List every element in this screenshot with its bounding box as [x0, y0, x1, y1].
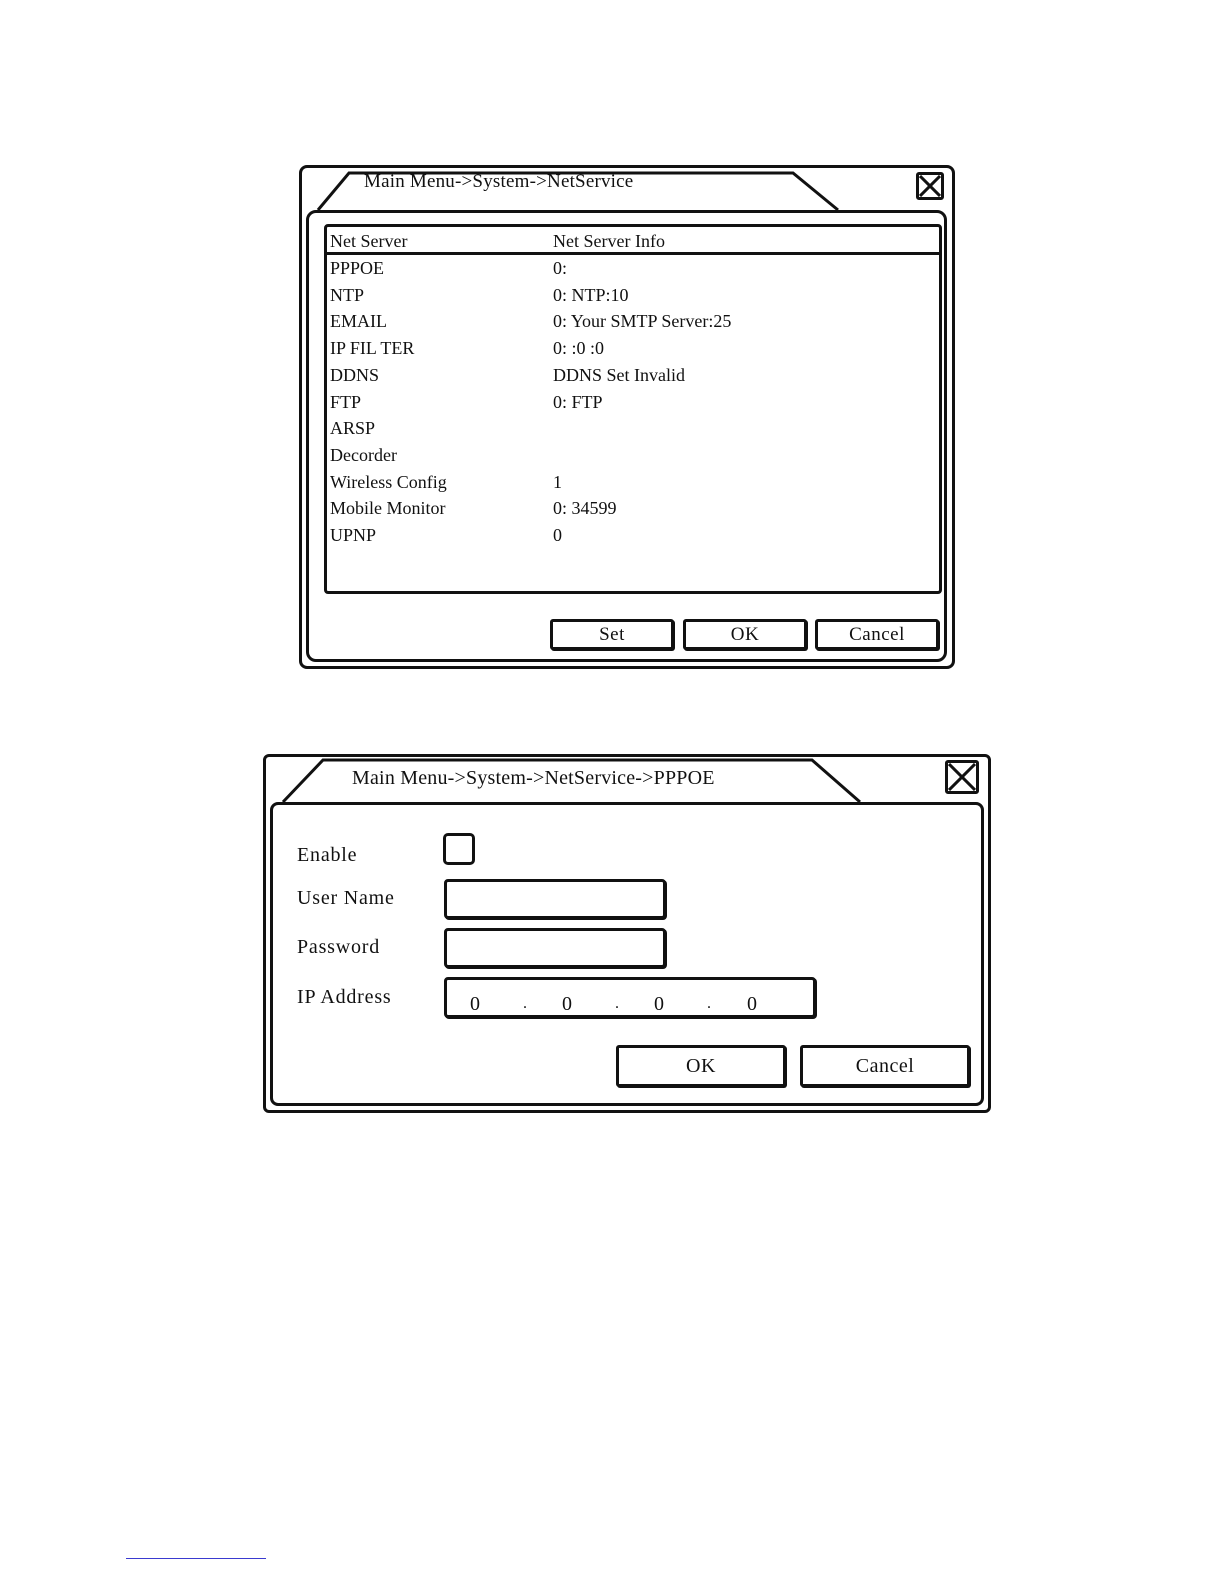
net-server-name: Wireless Config — [330, 471, 447, 492]
net-server-name: Mobile Monitor — [330, 498, 446, 519]
net-server-info: 0: 34599 — [553, 498, 617, 519]
ip-separator: . — [707, 995, 711, 1012]
pppoe-close-button[interactable] — [945, 760, 979, 794]
net-server-name: UPNP — [330, 525, 377, 545]
close-x-icon — [948, 763, 976, 791]
net-server-info: 1 — [553, 471, 562, 492]
enable-checkbox[interactable] — [443, 833, 475, 865]
password-label: Password — [297, 936, 381, 958]
ip-address-label: IP Address — [297, 986, 392, 1008]
ip-separator: . — [615, 995, 619, 1012]
netservice-breadcrumb: Main Menu->System->NetService — [364, 171, 634, 192]
user-name-label: User Name — [297, 887, 395, 909]
ip-octet-3[interactable]: 0 — [654, 993, 664, 1015]
column-header-net-server: Net Server — [330, 231, 408, 251]
net-server-info: 0: — [553, 258, 568, 278]
password-field[interactable] — [444, 928, 666, 968]
net-server-info: 0: FTP — [553, 391, 603, 412]
net-server-name: PPPOE — [330, 258, 385, 278]
net-server-info: 0: Your SMTP Server:25 — [553, 311, 732, 332]
pppoe-cancel-button[interactable]: Cancel — [800, 1045, 970, 1087]
set-button[interactable]: Set — [550, 619, 674, 650]
ip-octet-2[interactable]: 0 — [562, 993, 572, 1015]
net-server-name: ARSP — [330, 418, 376, 439]
net-server-name: NTP — [330, 284, 365, 305]
ip-separator: . — [523, 995, 527, 1012]
net-server-name: EMAIL — [330, 311, 387, 332]
net-server-info: 0: :0 :0 — [553, 338, 605, 359]
net-server-name: FTP — [330, 391, 362, 412]
enable-label: Enable — [297, 844, 358, 866]
user-name-field[interactable] — [444, 879, 666, 919]
net-server-name: IP FIL TER — [330, 338, 415, 359]
net-server-info: 0: NTP:10 — [553, 284, 629, 305]
ip-octet-1[interactable]: 0 — [470, 993, 480, 1015]
net-server-info: DDNS Set Invalid — [553, 364, 685, 385]
column-header-net-server-info: Net Server Info — [553, 231, 665, 251]
ip-octet-4[interactable]: 0 — [747, 993, 757, 1015]
footnote-separator — [126, 1558, 266, 1559]
net-server-name: DDNS — [330, 364, 380, 385]
net-server-name: Decorder — [330, 444, 397, 465]
ip-address-field[interactable] — [444, 977, 816, 1018]
cancel-button[interactable]: Cancel — [815, 619, 939, 650]
pppoe-ok-button[interactable]: OK — [616, 1045, 786, 1087]
ok-button[interactable]: OK — [683, 619, 807, 650]
net-server-info: 0 — [553, 525, 562, 545]
pppoe-breadcrumb: Main Menu->System->NetService->PPPOE — [352, 767, 715, 789]
